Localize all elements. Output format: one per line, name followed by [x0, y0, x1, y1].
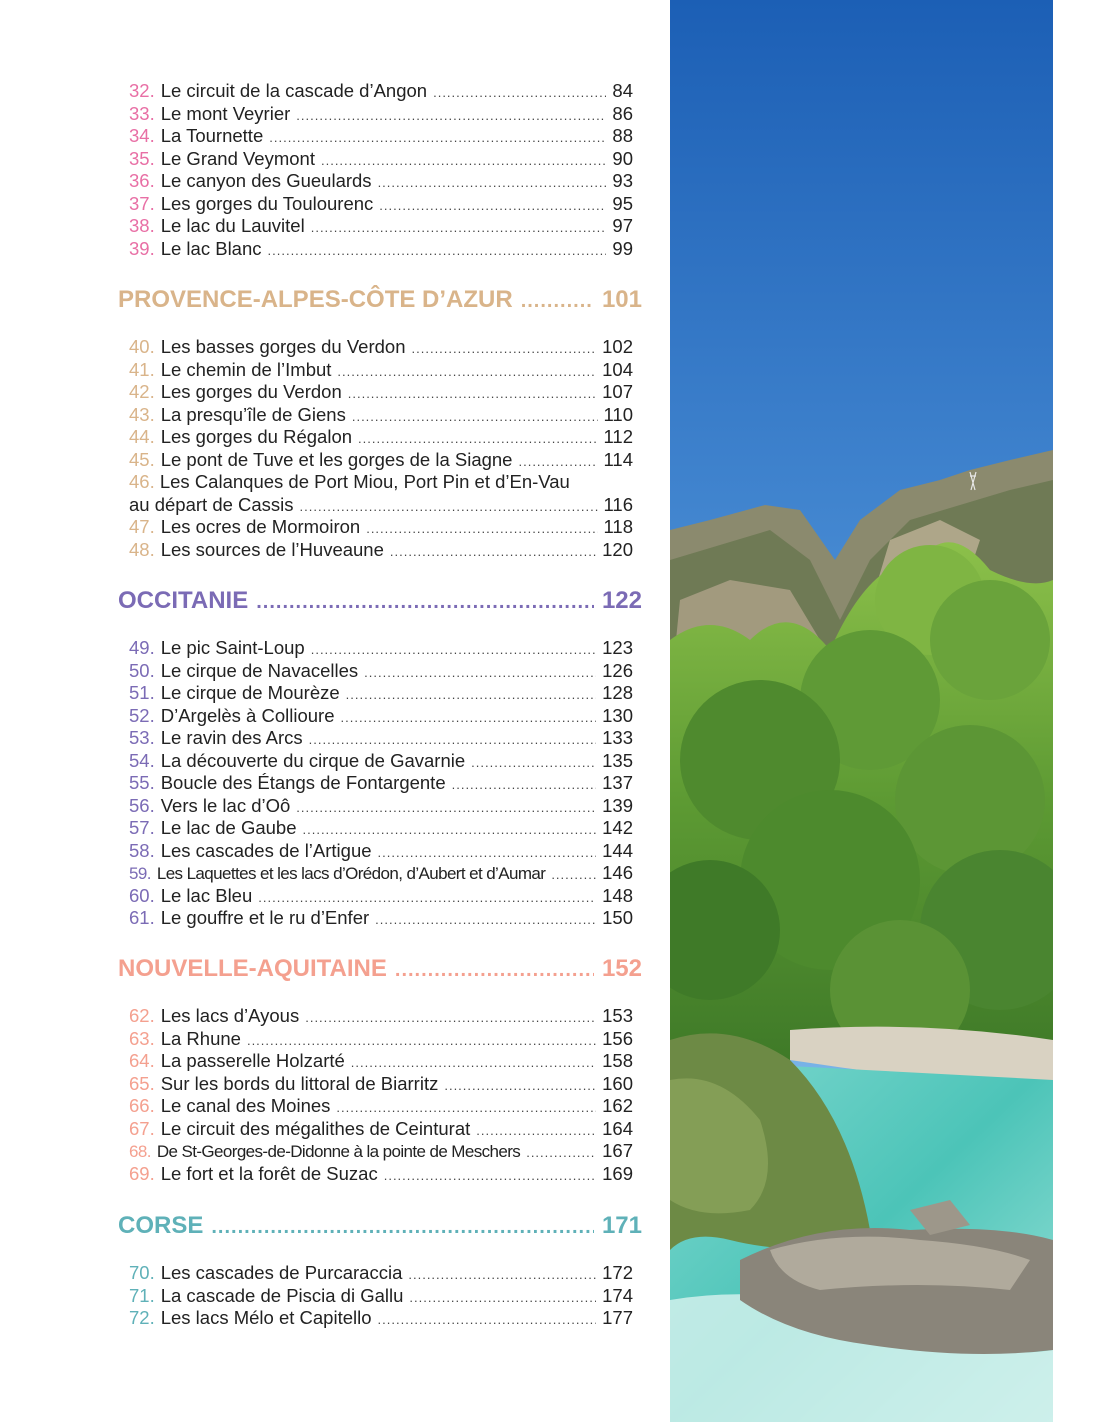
dot-leader: [444, 1075, 596, 1097]
section-heading-page: 152: [601, 955, 642, 982]
entry-page: 160: [602, 1072, 633, 1094]
entry-number: 67.: [129, 1117, 155, 1139]
dot-leader: [526, 1142, 596, 1164]
dot-leader: [337, 361, 596, 383]
dot-leader: [433, 82, 606, 104]
dot-leader: [352, 406, 598, 428]
entry-number: 44.: [129, 426, 155, 447]
toc-entry[interactable]: [129, 471, 633, 493]
entry-title: La presqu’île de Giens: [160, 403, 346, 425]
entry-title: Le lac Blanc: [160, 237, 262, 259]
entry-title: Les sources de l’Huveaune: [160, 538, 384, 560]
toc-entry[interactable]: [129, 1028, 633, 1050]
dot-leader: [311, 639, 596, 661]
toc-entry[interactable]: [129, 750, 633, 772]
toc-entry[interactable]: [129, 1118, 633, 1140]
entry-number: 35.: [129, 147, 155, 169]
entry-number: 43.: [129, 403, 155, 425]
entry-title: Le circuit des mégalithes de Ceinturat: [160, 1117, 471, 1139]
entry-page: 97: [612, 215, 633, 236]
entry-number: 56.: [129, 794, 155, 816]
entry-number: 39.: [129, 237, 155, 259]
toc-entry[interactable]: [129, 148, 633, 170]
dot-leader: [366, 518, 597, 540]
toc-entry[interactable]: [129, 1163, 633, 1185]
entry-number: 33.: [129, 102, 155, 124]
entry-page: 116: [603, 493, 633, 515]
entry-number: 68.: [129, 1142, 151, 1161]
entry-title: Vers le lac d’Oô: [160, 794, 291, 816]
entry-title: Le circuit de la cascade d’Angon: [160, 80, 428, 101]
toc-entry[interactable]: [129, 170, 633, 192]
section-heading: [118, 285, 642, 315]
toc-entry[interactable]: [129, 1140, 633, 1162]
toc-entry[interactable]: [129, 1073, 633, 1095]
dot-leader: [336, 1097, 596, 1119]
entry-title: Les Laquettes et les lacs d’Orédon, d’Aubert et d’Aumar: [156, 864, 546, 883]
entry-page: 112: [603, 426, 633, 447]
entry-title: La découverte du cirque de Gavarnie: [160, 749, 466, 771]
entry-page: 158: [602, 1050, 633, 1071]
entry-title: La Tournette: [160, 125, 264, 146]
entry-title: De St-Georges-de-Didonne à la pointe de Meschers: [156, 1142, 521, 1161]
entry-number: 37.: [129, 192, 155, 214]
entry-page: 110: [603, 403, 633, 425]
entry-number: 71.: [129, 1284, 155, 1306]
toc-entry[interactable]: [129, 862, 633, 884]
entry-title: Les basses gorges du Verdon: [160, 336, 406, 357]
entry-title: Les cascades de Purcaraccia: [160, 1262, 403, 1283]
section-heading-title: CORSE: [118, 1212, 204, 1239]
dot-leader: [351, 1052, 596, 1074]
toc-entry[interactable]: [129, 705, 633, 727]
entry-number: 69.: [129, 1162, 155, 1184]
entry-number: 57.: [129, 817, 155, 838]
entry-number: 38.: [129, 215, 155, 236]
section-heading: [118, 586, 642, 616]
entry-number: 51.: [129, 682, 155, 703]
dot-leader: [476, 1120, 596, 1142]
dot-leader: [258, 887, 596, 909]
entry-title: Les lacs d’Ayous: [160, 1005, 300, 1026]
section-heading-page: 171: [601, 1212, 642, 1239]
entry-number: 45.: [129, 448, 155, 470]
entry-title: Le lac Bleu: [160, 884, 253, 906]
entry-title: Le mont Veyrier: [160, 102, 291, 124]
entry-page: 164: [602, 1117, 633, 1139]
entry-page: 88: [612, 125, 633, 146]
entry-number: 52.: [129, 704, 155, 726]
entry-title: Sur les bords du littoral de Biarritz: [160, 1072, 439, 1094]
entry-title: Le cirque de Mourèze: [160, 682, 340, 703]
toc-entry[interactable]: [129, 637, 633, 659]
dot-leader: [305, 1007, 596, 1029]
toc-entry[interactable]: [129, 885, 633, 907]
entry-page: 123: [602, 637, 633, 658]
dot-leader: [452, 774, 597, 796]
dot-leader: [379, 195, 606, 217]
gorge-river-photo: [670, 0, 1053, 1422]
entry-page: 84: [612, 80, 633, 101]
entry-number: 48.: [129, 538, 155, 560]
dot-leader: [303, 819, 597, 841]
dot-leader: [341, 707, 597, 729]
entry-page: 148: [602, 884, 633, 906]
entry-page: 120: [602, 538, 633, 560]
entry-title: Les lacs Mélo et Capitello: [160, 1307, 372, 1328]
section-heading: [118, 954, 642, 984]
entry-title: Les cascades de l’Artigue: [160, 839, 372, 861]
entry-title: Le gouffre et le ru d’Enfer: [160, 907, 370, 928]
entry-page: 169: [602, 1162, 633, 1184]
entry-title: Les Calanques de Port Miou, Port Pin et d’En-Vau: [159, 471, 570, 492]
entry-number: 36.: [129, 170, 155, 191]
entry-number: 66.: [129, 1095, 155, 1116]
entry-number: 41.: [129, 358, 155, 380]
toc-entry[interactable]: [129, 80, 633, 102]
dot-leader: [268, 240, 607, 262]
entry-page: 174: [602, 1284, 633, 1306]
dot-leader: [408, 1264, 596, 1286]
toc-entry[interactable]: [129, 449, 633, 471]
toc-entry[interactable]: [129, 238, 633, 260]
dot-leader: [296, 105, 606, 127]
entry-number: 70.: [129, 1262, 155, 1283]
entry-page: 133: [602, 727, 633, 748]
dot-leader: [471, 752, 596, 774]
entry-title: D’Argelès à Collioure: [160, 704, 335, 726]
entry-title: La cascade de Piscia di Gallu: [160, 1284, 404, 1306]
toc-entry[interactable]: [129, 817, 633, 839]
dot-leader: [348, 383, 596, 405]
toc-entry[interactable]: [129, 381, 633, 403]
entry-number: 42.: [129, 381, 155, 402]
section-heading-page: 122: [601, 587, 642, 614]
section-heading-title: PROVENCE-ALPES-CÔTE D’AZUR: [118, 286, 513, 313]
dot-leader: [384, 1165, 596, 1187]
toc-entry[interactable]: [129, 907, 633, 929]
entry-number: 55.: [129, 772, 155, 793]
entry-title: La Rhune: [160, 1027, 241, 1049]
dot-leader: [346, 684, 596, 706]
entry-title: Le lac de Gaube: [160, 817, 297, 838]
dot-leader: [390, 541, 596, 563]
entry-page: 114: [603, 448, 633, 470]
entry-page: 126: [602, 659, 633, 681]
dot-leader: [364, 662, 596, 684]
dot-leader: [358, 428, 597, 450]
entry-title: Le Grand Veymont: [160, 147, 315, 169]
entry-number: 34.: [129, 125, 155, 146]
toc-entry[interactable]: [129, 1285, 633, 1307]
entry-number: 54.: [129, 749, 155, 771]
entry-page: 130: [602, 704, 633, 726]
entry-page: 172: [602, 1262, 633, 1283]
entry-page: 90: [612, 147, 633, 169]
entry-page: 162: [602, 1095, 633, 1116]
entry-page: 153: [602, 1005, 633, 1026]
entry-page: 156: [602, 1027, 633, 1049]
dot-leader: [321, 150, 606, 172]
dot-leader: [378, 842, 597, 864]
entry-title: Le canyon des Gueulards: [160, 170, 372, 191]
toc-entry[interactable]: [129, 1307, 633, 1329]
entry-page: 139: [602, 794, 633, 816]
entry-title: Les ocres de Mormoiron: [160, 516, 361, 537]
section-heading: [118, 1211, 642, 1241]
entry-number: 58.: [129, 839, 155, 861]
entry-number: 49.: [129, 637, 155, 658]
entry-title: Le cirque de Navacelles: [160, 659, 359, 681]
entry-title: La passerelle Holzarté: [160, 1050, 345, 1071]
entry-number: 61.: [129, 907, 155, 928]
toc-entry[interactable]: [129, 426, 633, 448]
dot-leader: [521, 286, 594, 316]
dot-leader: [378, 1309, 597, 1331]
dot-leader: [296, 797, 596, 819]
entry-page: 128: [602, 682, 633, 703]
entry-title: Le lac du Lauvitel: [160, 215, 305, 236]
dot-leader: [409, 1287, 596, 1309]
toc-entry[interactable]: [129, 682, 633, 704]
dot-leader: [256, 587, 594, 617]
dot-leader: [395, 955, 594, 985]
entry-page: 107: [602, 381, 633, 402]
entry-title: Les gorges du Toulourenc: [160, 192, 374, 214]
entry-page: 167: [602, 1140, 633, 1161]
toc-entry[interactable]: [129, 215, 633, 237]
dot-leader: [378, 172, 607, 194]
entry-number: 64.: [129, 1050, 155, 1071]
entry-title: Les gorges du Régalon: [160, 426, 353, 447]
dot-leader: [518, 451, 597, 473]
toc-entry[interactable]: [129, 404, 633, 426]
toc-entry[interactable]: [129, 125, 633, 147]
toc-entry[interactable]: [129, 359, 633, 381]
toc-entry[interactable]: [129, 1050, 633, 1072]
toc-entry[interactable]: [129, 516, 633, 538]
section-heading-title: NOUVELLE-AQUITAINE: [118, 955, 387, 982]
entry-title: Le pic Saint-Loup: [160, 637, 305, 658]
dot-leader: [551, 864, 596, 886]
toc-entry[interactable]: [129, 1095, 633, 1117]
entry-page: 86: [612, 102, 633, 124]
landscape-illustration: [670, 0, 1053, 1422]
entry-page: 177: [602, 1307, 633, 1328]
entry-page: 95: [612, 192, 633, 214]
entry-number: 60.: [129, 884, 155, 906]
toc-entry-continuation[interactable]: [129, 494, 633, 516]
entry-title-continuation: au départ de Cassis: [129, 493, 294, 515]
toc-entry[interactable]: [129, 539, 633, 561]
dot-leader: [247, 1030, 596, 1052]
entry-page: 144: [602, 839, 633, 861]
entry-number: 47.: [129, 516, 155, 537]
entry-title: Le pont de Tuve et les gorges de la Siagne: [160, 448, 513, 470]
dot-leader: [300, 496, 598, 518]
dot-leader: [211, 1212, 594, 1242]
entry-number: 53.: [129, 727, 155, 748]
entry-title: Les gorges du Verdon: [160, 381, 342, 402]
entry-page: 137: [602, 772, 633, 793]
entry-title: Le ravin des Arcs: [160, 727, 303, 748]
entry-page: 99: [612, 237, 633, 259]
entry-page: 102: [602, 336, 633, 357]
entry-page: 104: [602, 358, 633, 380]
entry-number: 59.: [129, 864, 151, 883]
entry-number: 50.: [129, 659, 155, 681]
toc-entry[interactable]: [129, 1262, 633, 1284]
entry-page: 93: [612, 170, 633, 191]
entry-number: 46.: [129, 471, 155, 492]
entry-title: Boucle des Étangs de Fontargente: [160, 772, 446, 793]
toc-entry[interactable]: [129, 840, 633, 862]
dot-leader: [269, 127, 606, 149]
entry-page: 118: [603, 516, 633, 537]
entry-number: 72.: [129, 1307, 155, 1328]
entry-title: Le chemin de l’Imbut: [160, 358, 332, 380]
toc-entry[interactable]: [129, 193, 633, 215]
entry-page: 135: [602, 749, 633, 771]
dot-leader: [309, 729, 597, 751]
entry-number: 63.: [129, 1027, 155, 1049]
dot-leader: [412, 338, 597, 360]
toc-entry[interactable]: [129, 772, 633, 794]
entry-title: Le fort et la forêt de Suzac: [160, 1162, 378, 1184]
section-heading-page: 101: [601, 286, 642, 313]
toc-entry[interactable]: [129, 727, 633, 749]
entry-number: 62.: [129, 1005, 155, 1026]
entry-title: Le canal des Moines: [160, 1095, 331, 1116]
entry-number: 32.: [129, 80, 155, 101]
toc-entry[interactable]: [129, 795, 633, 817]
dot-leader: [375, 909, 596, 931]
toc-entry[interactable]: [129, 336, 633, 358]
toc-entry[interactable]: [129, 1005, 633, 1027]
dot-leader: [311, 217, 607, 239]
entry-page: 150: [602, 907, 633, 928]
entry-number: 65.: [129, 1072, 155, 1094]
toc-entry[interactable]: [129, 103, 633, 125]
entry-page: 142: [602, 817, 633, 838]
entry-page: 146: [602, 862, 633, 883]
toc-entry[interactable]: [129, 660, 633, 682]
section-heading-title: OCCITANIE: [118, 587, 249, 614]
entry-number: 40.: [129, 336, 155, 357]
